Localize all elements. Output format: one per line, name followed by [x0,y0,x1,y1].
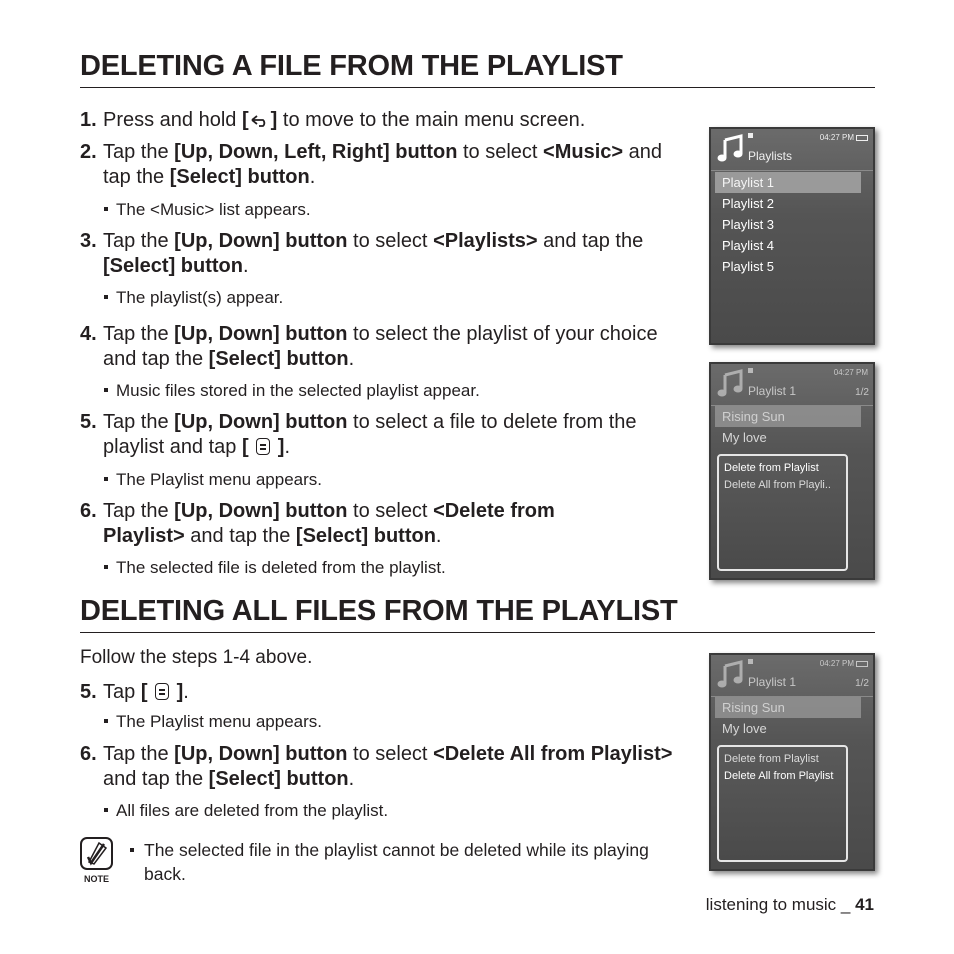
device-screen-delete-all [709,653,875,871]
button-ref: [Select] button [295,525,436,547]
follow-steps-text: Follow the steps 1-4 above. [80,647,313,668]
key-close: ] [277,436,285,458]
result-text: The selected file is deleted from the playlist. [116,558,446,577]
step-text: Tap the [103,230,175,252]
step-6 [80,499,640,549]
screen-header [711,364,873,406]
title-rule [80,632,875,633]
step-number: 2. [80,141,97,163]
time-text: 04:27 PM [819,133,854,142]
step-text: . [348,348,355,370]
step-text: to select [347,230,434,252]
page-indicator: 1/2 [855,678,869,689]
result-text: All files are deleted from the playlist. [116,801,389,820]
note-text [130,838,650,886]
popup-item-delete-from-playlist[interactable]: Delete from Playlist [724,462,819,474]
back-arrow-icon [249,113,271,127]
menu-ref: <Playlists> [433,230,538,252]
page-indicator: 1/2 [855,387,869,398]
playlist-popup-menu [717,454,848,571]
menu-ref: <Delete from Playlist> [103,500,555,547]
button-ref: [Up, Down] button [174,323,348,345]
footer-label: listening to music _ [705,895,856,914]
list-item[interactable]: Playlist 1 [715,172,861,193]
button-ref: [Up, Down, Left, Right] button [174,141,458,163]
step-text: Tap [103,681,141,703]
page-footer [706,895,874,915]
result-text: The <Music> list appears. [116,200,311,219]
step-number: 5. [80,411,97,433]
step-text: and tap the [184,525,296,547]
step-text: . [435,525,442,547]
result-text: Music files stored in the selected playlist appear. [116,381,480,400]
screen-header [711,129,873,171]
button-ref: [Select] button [103,255,243,277]
step-number: 4. [80,323,97,345]
list-item[interactable]: Rising Sun [715,406,861,427]
section-title-delete-file: DELETING A FILE FROM THE PLAYLIST [80,50,623,82]
button-ref: [Select] button [169,166,310,188]
title-rule [80,87,875,88]
step-text: . [284,436,291,458]
result-text: The playlist(s) appear. [116,288,284,307]
list-item[interactable]: Rising Sun [715,697,861,718]
key-open: [ [241,436,249,458]
screen-title: Playlist 1 [748,675,797,689]
step-text: . [348,768,355,790]
step-text: to move to the main menu screen. [277,109,586,131]
battery-icon [856,661,868,667]
time-text: 04:27 PM [833,368,868,377]
button-ref: [Up, Down] button [174,230,348,252]
step-1 [80,108,680,133]
menu-ref: <Music> [543,141,624,163]
list-item[interactable]: Playlist 4 [722,238,775,253]
result-text: The Playlist menu appears. [116,712,322,731]
status-square [748,368,753,373]
page-number: 41 [855,895,874,914]
step-text: to select a file to delete from the playlist and tap [103,411,637,458]
step-2 [80,140,690,190]
list-item[interactable]: Playlist 3 [722,217,775,232]
key-close: ] [176,681,184,703]
music-note-icon [717,369,745,399]
step-text: Tap the [103,411,175,433]
step-text: Tap the [103,500,175,522]
list-item[interactable]: Playlist 5 [722,259,775,274]
clock [834,368,868,377]
step-text: to select [347,500,434,522]
device-screen-playlist-menu [709,362,875,580]
button-ref: [Select] button [208,348,349,370]
list-item[interactable]: My love [722,721,767,736]
note-pen-icon [80,837,113,870]
status-square [748,659,753,664]
step-text: to select [347,743,434,765]
battery-icon [856,135,868,141]
step-text: . [183,681,189,703]
step-6-result [104,558,446,578]
step-5-all [80,680,480,705]
music-note-icon [717,134,745,164]
menu-key-icon [155,683,169,700]
step-4-result [104,381,480,401]
step-text: to select [457,141,544,163]
step-text: Tap the [103,141,175,163]
note-label: NOTE [83,874,109,884]
key-open: [ [140,681,148,703]
button-ref: [Up, Down] button [174,743,348,765]
step-number: 1. [80,109,97,131]
button-ref: [Up, Down] button [174,500,348,522]
button-ref: [Select] button [208,768,349,790]
step-text: and tap the [103,768,209,790]
step-3-result [104,288,283,308]
step-4 [80,322,680,372]
step-number: 5. [80,681,97,703]
status-square [748,133,753,138]
step-3 [80,229,695,279]
step-text: Press and hold [103,109,242,131]
step-number: 6. [80,743,97,765]
device-screen-playlists [709,127,875,345]
popup-item-delete-from-playlist[interactable]: Delete from Playlist [724,753,819,765]
step-5-all-result [104,712,322,732]
menu-key-icon [256,438,270,455]
step-text: . [309,166,316,188]
list-item[interactable]: My love [722,430,767,445]
time-text: 04:27 PM [819,659,854,668]
step-text: and tap the [537,230,644,252]
step-5-result [104,470,322,490]
screen-header [711,655,873,697]
playlist-popup-menu [717,745,848,862]
section-title-delete-all: DELETING ALL FILES FROM THE PLAYLIST [80,595,678,627]
step-text: . [243,255,249,277]
key-open: [ [241,109,249,131]
result-text: The Playlist menu appears. [116,470,322,489]
step-number: 3. [80,230,97,252]
music-note-icon [717,660,745,690]
note-body: The selected file in the playlist cannot be deleted while its playing back. [144,840,649,884]
popup-item-delete-all[interactable]: Delete All from Playli.. [724,479,831,491]
step-text: Tap the [103,323,175,345]
screen-title: Playlists [748,149,793,163]
button-ref: [Up, Down] button [174,411,348,433]
step-text: and tap the [103,141,663,188]
key-close: ] [270,109,278,131]
clock [820,133,868,142]
menu-ref: <Delete All from Playlist> [433,743,673,765]
screen-title: Playlist 1 [748,384,797,398]
step-6-all [80,742,680,792]
step-5 [80,410,690,460]
step-6-all-result [104,801,388,821]
step-text: to select the playlist of your choice and tap the [103,323,658,370]
list-item[interactable]: Playlist 2 [722,196,775,211]
step-2-result [104,200,311,220]
popup-item-delete-all[interactable]: Delete All from Playlist [724,770,834,782]
clock [820,659,868,668]
step-text: Tap the [103,743,175,765]
step-number: 6. [80,500,97,522]
